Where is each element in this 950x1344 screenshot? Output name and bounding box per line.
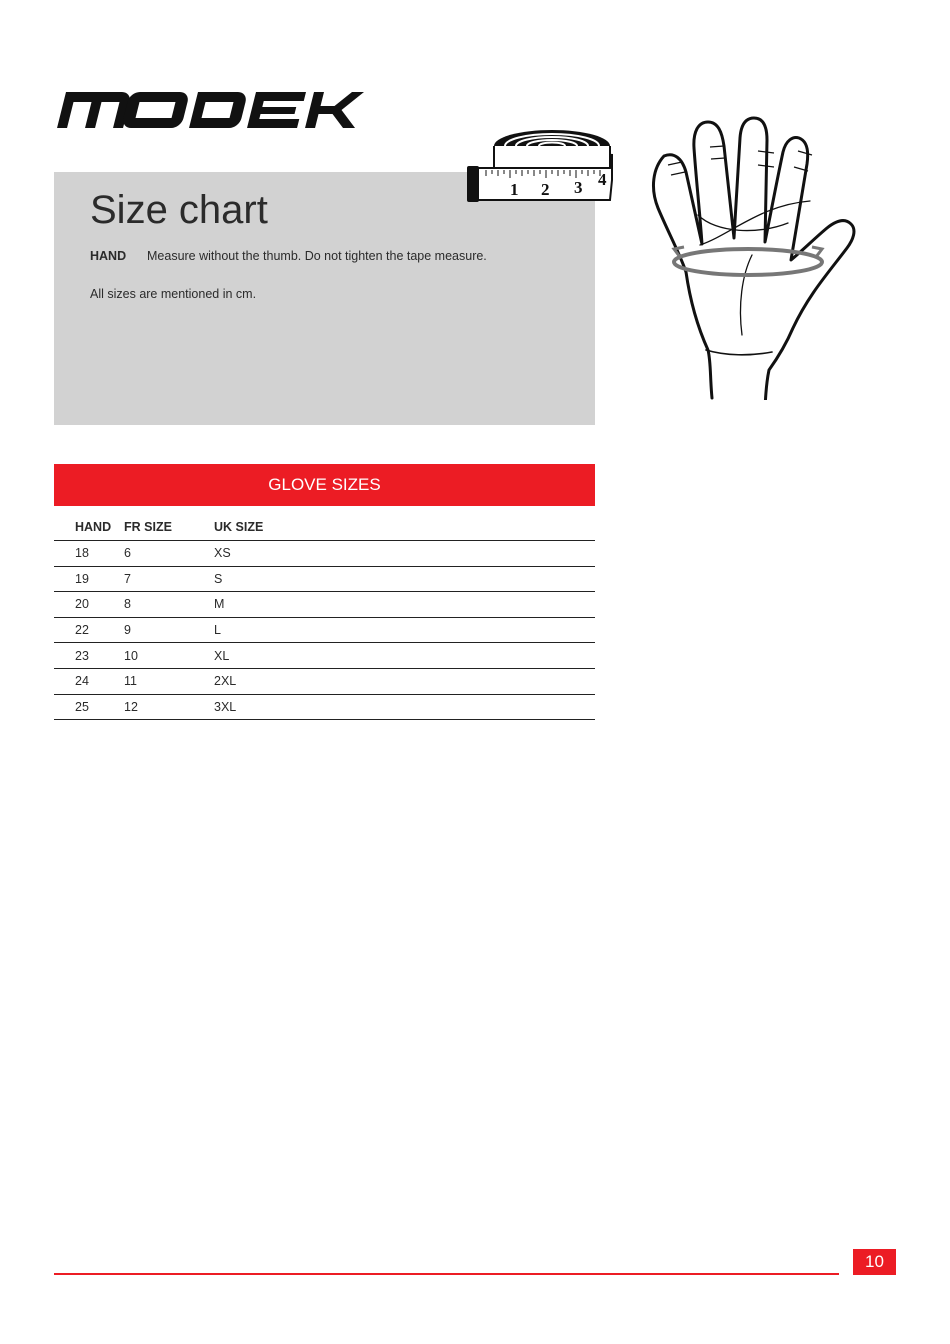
- hand-instruction: [90, 249, 487, 263]
- table-row: [54, 643, 595, 669]
- page-title: Size chart: [90, 188, 268, 232]
- cell-hand: 19: [54, 566, 124, 592]
- hand-measure-illustration: [648, 95, 894, 400]
- table-title: GLOVE SIZES: [54, 464, 595, 506]
- cell-uk-size: S: [214, 566, 595, 592]
- tape-number-4: 4: [598, 170, 607, 189]
- column-header-uk-size: UK SIZE: [214, 514, 595, 541]
- glove-sizes-table: [54, 464, 595, 720]
- cell-fr-size: 6: [124, 541, 214, 567]
- units-note: All sizes are mentioned in cm.: [90, 287, 257, 301]
- tape-number-2: 2: [541, 180, 550, 199]
- cell-fr-size: 9: [124, 617, 214, 643]
- cell-hand: 20: [54, 592, 124, 618]
- cell-uk-size: XL: [214, 643, 595, 669]
- table-row: [54, 617, 595, 643]
- page-number: 10: [853, 1249, 896, 1275]
- cell-hand: 24: [54, 668, 124, 694]
- table-header-row: [54, 514, 595, 541]
- table-row: [54, 592, 595, 618]
- cell-hand: 22: [54, 617, 124, 643]
- column-header-fr-size: FR SIZE: [124, 514, 214, 541]
- cell-fr-size: 8: [124, 592, 214, 618]
- cell-fr-size: 12: [124, 694, 214, 720]
- modeka-logo: [54, 84, 368, 130]
- cell-uk-size: XS: [214, 541, 595, 567]
- cell-hand: 25: [54, 694, 124, 720]
- tape-number-3: 3: [574, 178, 583, 197]
- table-row: [54, 566, 595, 592]
- info-panel: [54, 172, 595, 425]
- table-row: [54, 541, 595, 567]
- cell-uk-size: 3XL: [214, 694, 595, 720]
- cell-fr-size: 7: [124, 566, 214, 592]
- tape-number-1: 1: [510, 180, 519, 199]
- cell-hand: 18: [54, 541, 124, 567]
- cell-uk-size: M: [214, 592, 595, 618]
- size-table: [54, 514, 595, 720]
- table-row: [54, 668, 595, 694]
- cell-hand: 23: [54, 643, 124, 669]
- table-row: [54, 694, 595, 720]
- cell-fr-size: 10: [124, 643, 214, 669]
- cell-uk-size: 2XL: [214, 668, 595, 694]
- cell-fr-size: 11: [124, 668, 214, 694]
- column-header-hand: HAND: [54, 514, 124, 541]
- tape-measure-icon: [464, 128, 616, 206]
- hand-instruction-text: Measure without the thumb. Do not tighten the tape measure.: [147, 249, 487, 263]
- hand-label: HAND: [90, 249, 127, 263]
- cell-uk-size: L: [214, 617, 595, 643]
- footer-divider: [54, 1273, 839, 1275]
